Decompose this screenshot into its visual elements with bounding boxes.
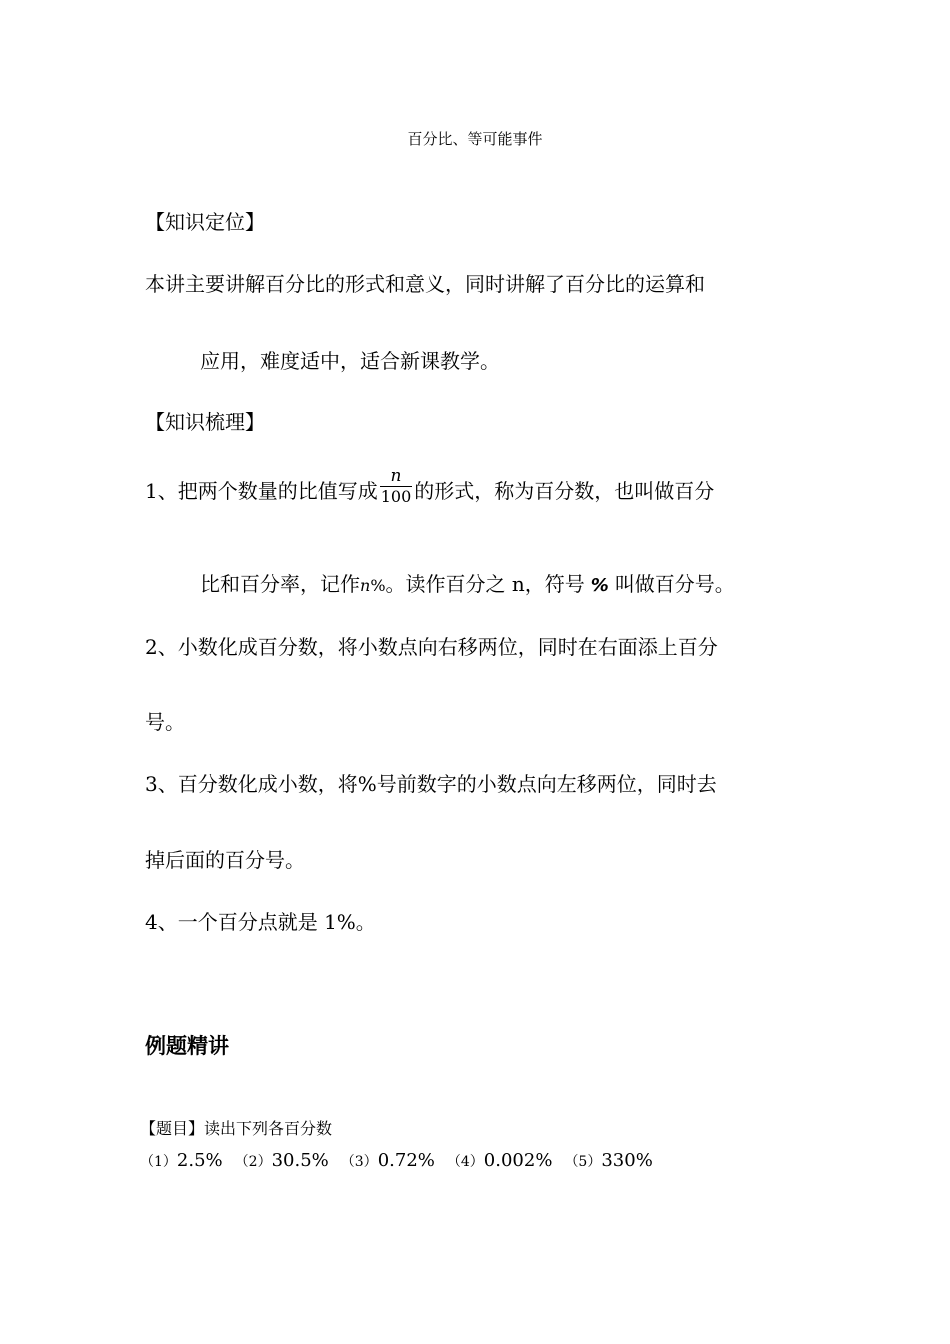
point2-line1: 2、小数化成百分数，将小数点向右移两位，同时在右面添上百分	[145, 635, 718, 659]
point1-line2	[200, 568, 735, 597]
fraction-numerator: n	[390, 466, 402, 486]
knowledge-position-line2: 应用，难度适中，适合新课教学。	[200, 349, 500, 373]
notation-n: n	[360, 576, 371, 595]
knowledge-review-heading: 【知识梳理】	[145, 410, 265, 434]
point1-prefix: 1、把两个数量的比值写成	[145, 479, 378, 503]
item-value: 0.72%	[377, 1150, 435, 1171]
point3-line1: 3、百分数化成小数，将%号前数字的小数点向左移两位，同时去	[145, 772, 717, 796]
item-label: （3）	[340, 1154, 378, 1170]
item-value: 330%	[601, 1150, 653, 1171]
point3-line2: 掉后面的百分号。	[145, 848, 305, 872]
item-value: 0.002%	[483, 1150, 553, 1171]
item-label: （5）	[564, 1154, 602, 1170]
item-label: （4）	[446, 1154, 484, 1170]
knowledge-position-heading: 【知识定位】	[145, 210, 265, 234]
fraction-n-over-100	[380, 466, 413, 507]
notation-percent: %	[370, 576, 386, 595]
page-title: 百分比、等可能事件	[407, 130, 543, 148]
percent-symbol: %	[590, 575, 609, 596]
knowledge-position-line1: 本讲主要讲解百分比的形式和意义，同时讲解了百分比的运算和	[145, 272, 705, 296]
point2-line2: 号。	[145, 710, 185, 734]
examples-heading: 例题精讲	[145, 1034, 229, 1058]
point1-line1	[145, 466, 715, 513]
item-value: 30.5%	[271, 1150, 329, 1171]
point1-line2-c: 叫做百分号。	[614, 572, 735, 596]
point1-line2-a: 比和百分率，记作	[200, 572, 360, 596]
fraction-denominator: 100	[380, 487, 412, 506]
item-value: 2.5%	[176, 1150, 223, 1171]
item-label: （1）	[140, 1154, 177, 1170]
point1-line2-b: 。读作百分之 n，符号	[385, 572, 585, 596]
item-label: （2）	[234, 1154, 272, 1170]
percent-items	[140, 1150, 665, 1171]
point1-suffix: 的形式，称为百分数，也叫做百分	[414, 479, 715, 503]
question-text: 【题目】读出下列各百分数	[140, 1119, 333, 1138]
point4: 4、一个百分点就是 1%。	[145, 910, 376, 934]
